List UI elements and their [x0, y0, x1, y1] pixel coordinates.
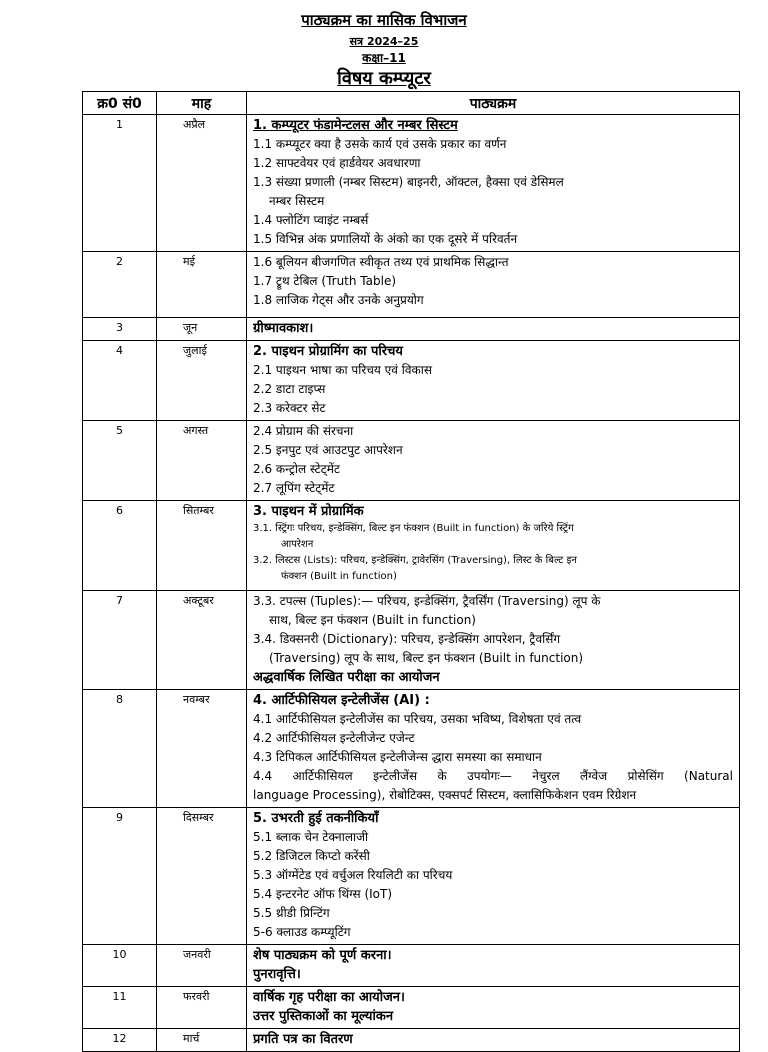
- column-header-syllabus: पाठ्यक्रम: [247, 92, 740, 115]
- serial-cell: 9: [83, 808, 157, 945]
- topic-line: प्रगति पत्र का वितरण: [253, 1032, 353, 1047]
- unit-heading: 1. कम्प्यूटर फंडामेन्टलस और नम्बर सिस्टम: [253, 118, 458, 133]
- month-cell: अगस्त: [157, 421, 247, 501]
- serial-cell: 2: [83, 252, 157, 318]
- topic-line: पुनरावृत्ति।: [253, 967, 301, 982]
- table-row: [83, 690, 740, 808]
- topic-line: 2.7 लूपिंग स्टेट्मेंट: [253, 481, 335, 495]
- serial-cell: 12: [83, 1029, 157, 1052]
- topic-line: 3.4. डिक्सनरी (Dictionary): परिचय, इन्डेक्सिंग आपरेशन, ट्रैवर्सिंग: [253, 632, 561, 646]
- syllabus-cell: [247, 808, 740, 945]
- topic-line: 1.6 बूलियन बीजगणित स्वीकृत तथ्य एवं प्राथमिक सिद्धान्त: [253, 255, 509, 269]
- serial-cell: 5: [83, 421, 157, 501]
- table-row: [83, 1029, 740, 1052]
- table-row: [83, 945, 740, 987]
- table-row: [83, 318, 740, 341]
- topic-line: 1.5 विभिन्न अंक प्रणालियों के अंको का एक दूसरे में परिवर्तन: [253, 232, 518, 246]
- topic-line: 4.2 आर्टिफीसियल इन्टेलीजेन्ट एजेन्ट: [253, 731, 415, 745]
- table-row: [83, 501, 740, 591]
- topic-line: 2.4 प्रोग्राम की संरचना: [253, 424, 354, 438]
- topic-line: 3.1. स्ट्रिंगः परिचय, इन्डेक्सिंग, बिल्ट इन फंक्शन (Built in function) के जरिये स्ट्रिंग: [253, 523, 574, 534]
- syllabus-cell: [247, 1029, 740, 1052]
- table-row: [83, 252, 740, 318]
- syllabus-cell: [247, 115, 740, 252]
- topic-line: 2.1 पाइथन भाषा का परिचय एवं विकास: [253, 363, 432, 377]
- month-cell: मार्च: [157, 1029, 247, 1052]
- unit-heading: 3. पाइथन में प्रोग्रामिंक: [253, 504, 364, 519]
- month-cell: फरवरी: [157, 987, 247, 1029]
- serial-cell: 10: [83, 945, 157, 987]
- topic-line: 1.1 कम्प्यूटर क्या है उसके कार्य एवं उसके प्रकार का वर्णन: [253, 137, 507, 151]
- topic-line: उत्तर पुस्तिकाओं का मूल्यांकन: [253, 1009, 394, 1024]
- session-label: सत्र 2024–25: [349, 35, 419, 48]
- topic-line: शेष पाठ्यक्रम को पूर्ण करना।: [253, 948, 392, 963]
- month-cell: जुलाई: [157, 341, 247, 421]
- month-cell: जून: [157, 318, 247, 341]
- topic-line: 5.4 इन्टरनेट ऑफ थिंग्स (IoT): [253, 887, 393, 901]
- table-header-row: [83, 92, 740, 115]
- topic-line: 2.2 डाटा टाइप्स: [253, 382, 326, 396]
- topic-line: 2.3 करेक्टर सेट: [253, 401, 326, 415]
- topic-line: language Processing), रोबोटिक्स, एक्सपर्ट सिस्टम, क्लासिफिकेशन एवम रिग्रेशन: [253, 788, 637, 802]
- class-label: कक्षा–11: [362, 51, 406, 65]
- month-cell: अक्टूबर: [157, 591, 247, 690]
- syllabus-cell: [247, 252, 740, 318]
- topic-line: 5-6 क्लाउड कम्प्यूटिंग: [253, 925, 351, 939]
- syllabus-cell: [247, 945, 740, 987]
- topic-line: 4.4 आर्टिफीसियल इन्टेलीजेंस के उपयोगः— नेचुरल लैंग्वेज प्रोसेसिंग (Natural: [253, 769, 733, 783]
- topic-line: (Traversing) लूप के साथ, बिल्ट इन फंक्शन (Built in function): [269, 651, 584, 665]
- topic-line: 2.6 कन्ट्रोल स्टेट्मेंट: [253, 462, 340, 476]
- page-title: पाठ्यक्रम का मासिक विभाजन: [301, 11, 467, 29]
- month-cell: सितम्बर: [157, 501, 247, 591]
- syllabus-cell: [247, 591, 740, 690]
- table-row: [83, 808, 740, 945]
- topic-line: फंक्शन (Built in function): [281, 571, 397, 582]
- topic-line: 5.3 ऑग्मेंटेड एवं वर्चुअल रियलिटी का परिचय: [253, 868, 453, 882]
- serial-cell: 3: [83, 318, 157, 341]
- serial-cell: 11: [83, 987, 157, 1029]
- serial-cell: 1: [83, 115, 157, 252]
- topic-line: साथ, बिल्ट इन फंक्शन (Built in function): [269, 613, 476, 627]
- topic-line: 1.8 लाजिक गेट्स और उनके अनुप्रयोग: [253, 293, 424, 307]
- topic-line: वार्षिक गृह परीक्षा का आयोजन।: [253, 990, 405, 1005]
- unit-heading: 2. पाइथन प्रोग्रामिंग का परिचय: [253, 344, 403, 359]
- topic-line: 5.2 डिजिटल किप्टो करेंसी: [253, 849, 370, 863]
- syllabus-cell: [247, 690, 740, 808]
- topic-line: 4.1 आर्टिफीसियल इन्टेलीजेंस का परिचय, उसका भविष्य, विशेषता एवं तत्व: [253, 712, 582, 726]
- serial-cell: 6: [83, 501, 157, 591]
- topic-line: 4.3 टिपिकल आर्टिफीसियल इन्टेलीजेन्स द्धारा समस्या का समाधान: [253, 750, 542, 764]
- topic-line: 2.5 इनपुट एवं आउटपुट आपरेशन: [253, 443, 403, 457]
- topic-line: 1.4 फ्लोटिंग प्वाइंट नम्बर्स: [253, 213, 369, 227]
- topic-line: ग्रीष्मावकाश।: [253, 321, 314, 336]
- table-row: [83, 341, 740, 421]
- syllabus-cell: [247, 421, 740, 501]
- column-header-month: माह: [157, 92, 247, 115]
- serial-cell: 8: [83, 690, 157, 808]
- table-row: [83, 115, 740, 252]
- subject-title: विषय कम्प्यूटर: [337, 68, 431, 89]
- table-row: [83, 421, 740, 501]
- topic-line: आपरेशन: [281, 539, 314, 550]
- syllabus-cell: [247, 318, 740, 341]
- month-cell: अप्रैल: [157, 115, 247, 252]
- month-cell: दिसम्बर: [157, 808, 247, 945]
- unit-heading: 5. उभरती हुई तकनीकियाँ: [253, 811, 379, 826]
- serial-cell: 4: [83, 341, 157, 421]
- syllabus-cell: [247, 501, 740, 591]
- topic-line: 1.2 साफ्टवेयर एवं हार्डवेयर अवधारणा: [253, 156, 421, 170]
- topic-line: 3.3. टपल्स (Tuples):— परिचय, इन्डेक्सिंग, ट्रैवर्सिंग (Traversing) लूप के: [253, 594, 601, 608]
- column-header-serial: क्र0 सं0: [83, 92, 157, 115]
- topic-line: 1.7 ट्रूथ टेबिल (Truth Table): [253, 274, 397, 288]
- serial-cell: 7: [83, 591, 157, 690]
- month-cell: नवम्बर: [157, 690, 247, 808]
- month-cell: जनवरी: [157, 945, 247, 987]
- table-row: [83, 987, 740, 1029]
- topic-line: 5.5 थ्रीडी प्रिन्टिंग: [253, 906, 330, 920]
- unit-heading: 4. आर्टिफीसियल इन्टेलीजेंस (AI) :: [253, 693, 430, 708]
- exam-note: अद्धवार्षिक लिखित परीक्षा का आयोजन: [253, 670, 440, 685]
- topic-line: 3.2. लिस्टस (Lists): परिचय, इन्डेक्सिंग, ट्रावेरसिंग (Traversing), लिस्ट के बिल्ट इन: [253, 555, 577, 566]
- topic-line: नम्बर सिस्टम: [269, 194, 325, 208]
- syllabus-table: [82, 91, 740, 1052]
- topic-line: 1.3 संख्या प्रणाली (नम्बर सिस्टम) बाइनरी, ऑक्टल, हैक्सा एवं डेसिमल: [253, 175, 564, 189]
- syllabus-cell: [247, 987, 740, 1029]
- month-cell: मई: [157, 252, 247, 318]
- topic-line: 5.1 ब्लाक चेन टेक्नालाजी: [253, 830, 369, 844]
- table-row: [83, 591, 740, 690]
- syllabus-cell: [247, 341, 740, 421]
